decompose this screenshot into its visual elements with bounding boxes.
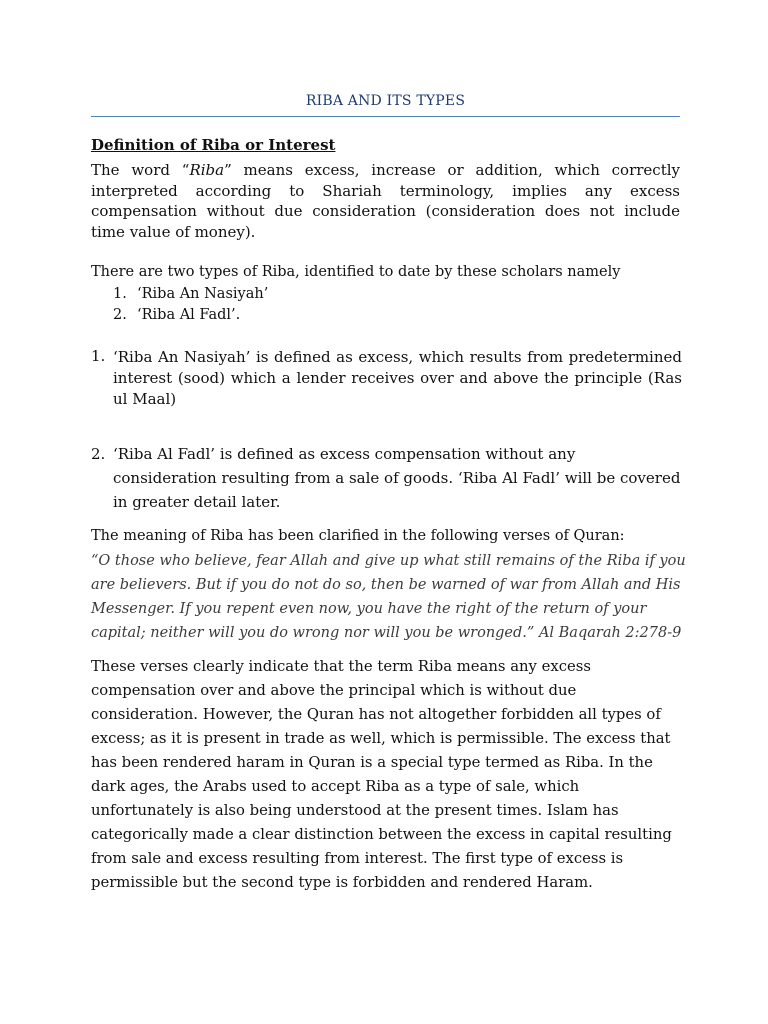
- section-heading: Definition of Riba or Interest: [91, 136, 336, 154]
- definition-term: Riba: [189, 161, 225, 179]
- short-list-item-2: ‘Riba Al Fadl’.: [137, 307, 241, 323]
- title-divider: [91, 116, 680, 117]
- closing-paragraph: These verses clearly indicate that the term Riba means any excess compensation over and above the principal which is without due consideration. However, the Quran has not altogether forbidden all types of excess; as it is present in trade as well, which is permissible. The excess that has been rendered haram in Quran is a special type termed as Riba. In the dark ages, the Arabs used to accept Riba as a type of sale, which unfortunately is also being understood at the present times. Islam has categorically made a clear distinction between the excess in capital resulting from sale and excess resulting from interest. The first type of excess is permissible but the second type is forbidden and rendered Haram.: [91, 658, 672, 891]
- short-list-item-1: ‘Riba An Nasiyah’: [137, 286, 269, 302]
- definition-text: ” means excess, increase or addition, which correctly interpreted according to Shariah terminology, implies any excess compensation without due consideration (consideration does not include time value of money).: [91, 161, 680, 241]
- short-list-number-1: 1.: [113, 286, 127, 302]
- quran-quote: [91, 549, 691, 645]
- quran-intro: The meaning of Riba has been clarified in the following verses of Quran:: [91, 528, 625, 544]
- long-list-number-1: 1.: [91, 347, 106, 365]
- document-title: RIBA AND ITS TYPES: [305, 93, 466, 109]
- long-list-item-1: ‘Riba An Nasiyah’ is defined as excess, which results from predetermined interest (sood) which a lender receives over and above the principle (Ras ul Maal): [113, 348, 682, 408]
- definition-paragraph: [91, 160, 680, 242]
- quote-text: “O those who believe, fear Allah and give up what still remains of the Riba if you are believers. But if you do not do so, then be warned of war from Allah and His Messenger. If you repent even now, you have the right of the return of your capital; neither will you do wrong nor will you be wronged.”: [91, 553, 686, 641]
- types-intro: There are two types of Riba, identified to date by these scholars namely: [91, 264, 621, 280]
- definition-open-quote: The word “: [91, 161, 190, 179]
- long-list-number-2: 2.: [91, 445, 106, 463]
- long-list-item-2: ‘Riba Al Fadl’ is defined as excess compensation without any consideration resulting from a sale of goods. ‘Riba Al Fadl’ will be covered in greater detail later.: [113, 445, 681, 511]
- quote-source: Al Baqarah 2:278-9: [538, 625, 682, 641]
- short-list-number-2: 2.: [113, 307, 127, 323]
